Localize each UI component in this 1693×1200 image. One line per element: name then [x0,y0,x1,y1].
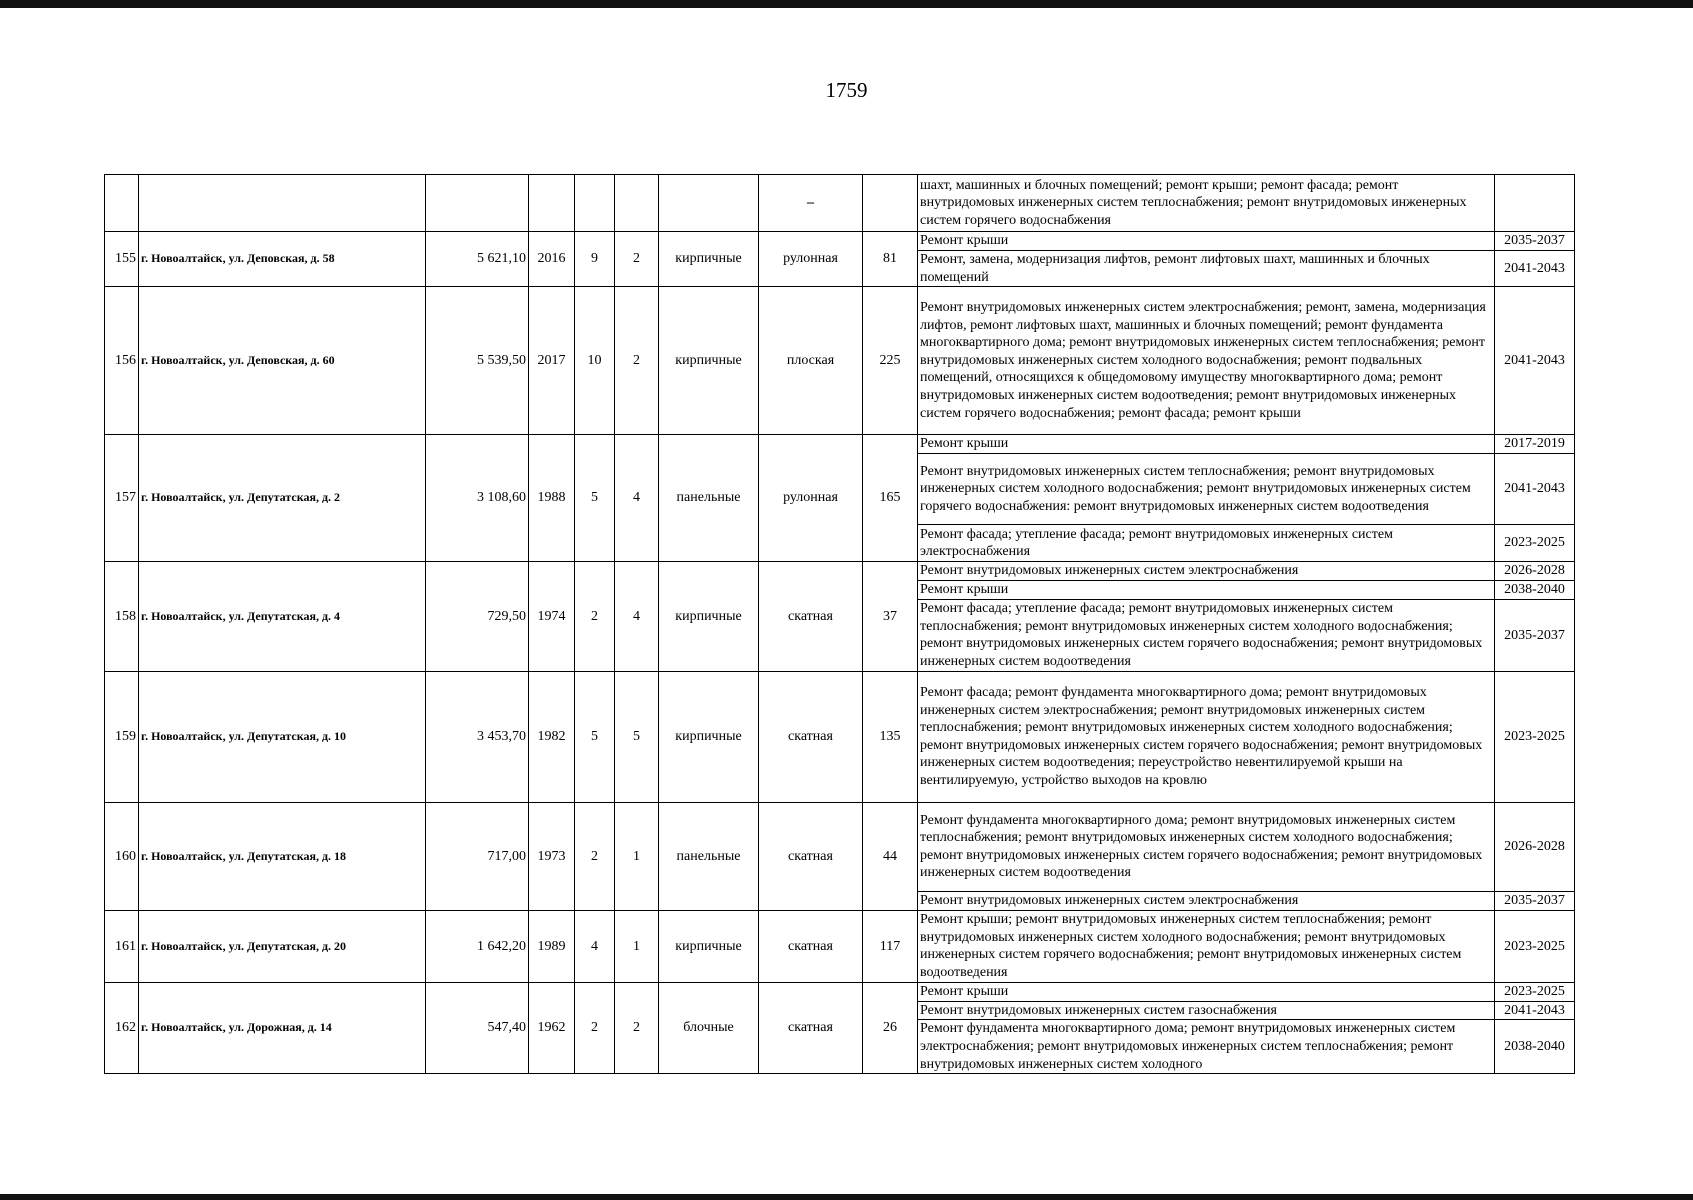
work-period: 2026-2028 [1495,802,1575,891]
entrances-count: 1 [615,802,659,910]
building-address: г. Новоалтайск, ул. Деповская, д. 58 [139,232,426,287]
dash-mark: – [759,175,863,232]
work-period: 2023-2025 [1495,525,1575,562]
work-period: 2017-2019 [1495,435,1575,454]
wall-material: кирпичные [659,232,759,287]
work-description: Ремонт крыши [918,581,1495,600]
wall-material: панельные [659,435,759,562]
roof-type: скатная [759,910,863,982]
scan-top-edge [0,0,1693,8]
row-number: 160 [105,802,139,910]
table-row [105,175,1575,232]
total-area: 5 621,10 [426,232,529,287]
building-address: г. Новоалтайск, ул. Дорожная, д. 14 [139,982,426,1074]
row-number: 159 [105,671,139,802]
commissioning-year: 1973 [529,802,575,910]
total-area: 3 453,70 [426,671,529,802]
wall-material: кирпичные [659,910,759,982]
page-number: 1759 [825,78,868,102]
building-address: г. Новоалтайск, ул. Депутатская, д. 10 [139,671,426,802]
residents-count: 165 [863,435,918,562]
building-address: г. Новоалтайск, ул. Депутатская, д. 2 [139,435,426,562]
roof-type: рулонная [759,435,863,562]
roof-type: скатная [759,802,863,910]
floors-count: 9 [575,232,615,287]
commissioning-year: 1974 [529,562,575,672]
work-period: 2041-2043 [1495,251,1575,287]
repair-program-table [104,174,1575,1074]
work-description: Ремонт, замена, модернизация лифтов, ремонт лифтовых шахт, машинных и блочных помещений [918,251,1495,287]
commissioning-year: 2016 [529,232,575,287]
commissioning-year: 1962 [529,982,575,1074]
roof-type: скатная [759,982,863,1074]
entrances-count: 1 [615,910,659,982]
table-body [105,175,1575,1074]
building-address: г. Новоалтайск, ул. Депутатская, д. 4 [139,562,426,672]
total-area: 547,40 [426,982,529,1074]
table-row [105,982,1575,1001]
table-row [105,802,1575,891]
commissioning-year: 1988 [529,435,575,562]
work-description: Ремонт внутридомовых инженерных систем электроснабжения; ремонт, замена, модернизация лифтов, ремонт лифтовых шахт, машинных и блочных помещений; ремонт фундамента многоквартирного дома; ремонт внутридомовых инженерных систем теплоснабжения; ремонт внутридомовых инженерных систем холодного водоснабжения; ремонт подвальных помещений, относящихся к общедомовому имуществу многоквартирного дома; ремонт внутридомовых инженерных систем водоотведения; ремонт внутридомовых инженерных систем горячего водоснабжения; ремонт фасада; ремонт крыши [918,287,1495,435]
total-area: 3 108,60 [426,435,529,562]
work-description: Ремонт фундамента многоквартирного дома; ремонт внутридомовых инженерных систем электроснабжения; ремонт внутридомовых инженерных систем теплоснабжения; ремонт внутридомовых инженерных систем холодного [918,1020,1495,1074]
table-row [105,910,1575,982]
roof-type: скатная [759,562,863,672]
residents-count: 225 [863,287,918,435]
work-period: 2041-2043 [1495,454,1575,525]
residents-count: 26 [863,982,918,1074]
entrances-count: 4 [615,562,659,672]
table-row [105,287,1575,435]
building-address: г. Новоалтайск, ул. Деповская, д. 60 [139,287,426,435]
row-number: 156 [105,287,139,435]
wall-material: кирпичные [659,287,759,435]
work-period: 2038-2040 [1495,581,1575,600]
total-area: 729,50 [426,562,529,672]
row-number: 162 [105,982,139,1074]
work-description: Ремонт крыши [918,232,1495,251]
work-description: Ремонт фасада; утепление фасада; ремонт внутридомовых инженерных систем электроснабжения [918,525,1495,562]
floors-count: 2 [575,982,615,1074]
residents-count: 37 [863,562,918,672]
total-area: 717,00 [426,802,529,910]
floors-count: 10 [575,287,615,435]
residents-count: 81 [863,232,918,287]
building-address: г. Новоалтайск, ул. Депутатская, д. 20 [139,910,426,982]
work-description: Ремонт фасада; утепление фасада; ремонт внутридомовых инженерных систем теплоснабжения; ремонт внутридомовых инженерных систем холодного водоснабжения; ремонт внутридомовых инженерных систем горячего водоснабжения; ремонт внутридомовых инженерных систем водоотведения [918,599,1495,671]
floors-count: 5 [575,671,615,802]
wall-material: кирпичные [659,671,759,802]
work-description: Ремонт крыши; ремонт внутридомовых инженерных систем теплоснабжения; ремонт внутридомовых инженерных систем холодного водоснабжения; ремонт внутридомовых инженерных систем горячего водоснабжения; ремонт внутридомовых инженерных систем водоотведения [918,910,1495,982]
entrances-count: 5 [615,671,659,802]
work-period: 2023-2025 [1495,671,1575,802]
scan-bottom-edge [0,1194,1693,1200]
work-period: 2026-2028 [1495,562,1575,581]
roof-type: скатная [759,671,863,802]
commissioning-year: 2017 [529,287,575,435]
work-period: 2023-2025 [1495,910,1575,982]
total-area: 1 642,20 [426,910,529,982]
commissioning-year: 1989 [529,910,575,982]
table-row [105,435,1575,454]
total-area: 5 539,50 [426,287,529,435]
work-description: шахт, машинных и блочных помещений; ремонт крыши; ремонт фасада; ремонт внутридомовых инженерных систем теплоснабжения; ремонт внутридомовых инженерных систем горячего водоснабжения [918,175,1495,232]
work-description: Ремонт крыши [918,435,1495,454]
floors-count: 2 [575,562,615,672]
work-description: Ремонт фундамента многоквартирного дома; ремонт внутридомовых инженерных систем теплоснабжения; ремонт внутридомовых инженерных систем холодного водоснабжения; ремонт внутридомовых инженерных систем горячего водоснабжения; ремонт внутридомовых инженерных систем водоотведения [918,802,1495,891]
entrances-count: 2 [615,982,659,1074]
wall-material: панельные [659,802,759,910]
row-number: 161 [105,910,139,982]
table-row [105,671,1575,802]
work-period: 2041-2043 [1495,287,1575,435]
roof-type: рулонная [759,232,863,287]
work-description: Ремонт крыши [918,982,1495,1001]
entrances-count: 2 [615,232,659,287]
wall-material: блочные [659,982,759,1074]
work-period: 2035-2037 [1495,891,1575,910]
work-period: 2038-2040 [1495,1020,1575,1074]
residents-count: 44 [863,802,918,910]
roof-type: плоская [759,287,863,435]
work-period: 2041-2043 [1495,1001,1575,1020]
floors-count: 4 [575,910,615,982]
commissioning-year: 1982 [529,671,575,802]
work-period: 2023-2025 [1495,982,1575,1001]
residents-count: 117 [863,910,918,982]
entrances-count: 2 [615,287,659,435]
work-description: Ремонт внутридомовых инженерных систем электроснабжения [918,891,1495,910]
work-description: Ремонт внутридомовых инженерных систем газоснабжения [918,1001,1495,1020]
work-description: Ремонт фасада; ремонт фундамента многоквартирного дома; ремонт внутридомовых инженерных систем электроснабжения; ремонт внутридомовых инженерных систем теплоснабжения; ремонт внутридомовых инженерных систем холодного водоснабжения; ремонт внутридомовых инженерных систем горячего водоснабжения; ремонт внутридомовых инженерных систем водоотведения; переустройство невентилируемой крыши на вентилируемую, устройство выходов на кровлю [918,671,1495,802]
work-description: Ремонт внутридомовых инженерных систем теплоснабжения; ремонт внутридомовых инженерных систем холодного водоснабжения; ремонт внутридомовых инженерных систем горячего водоснабжения: ремонт внутридомовых инженерных систем водоотведения [918,454,1495,525]
wall-material: кирпичные [659,562,759,672]
row-number: 157 [105,435,139,562]
residents-count: 135 [863,671,918,802]
row-number: 158 [105,562,139,672]
floors-count: 2 [575,802,615,910]
entrances-count: 4 [615,435,659,562]
building-address: г. Новоалтайск, ул. Депутатская, д. 18 [139,802,426,910]
work-description: Ремонт внутридомовых инженерных систем электроснабжения [918,562,1495,581]
floors-count: 5 [575,435,615,562]
work-period: 2035-2037 [1495,232,1575,251]
table-row [105,232,1575,251]
row-number: 155 [105,232,139,287]
table-row [105,562,1575,581]
work-period: 2035-2037 [1495,599,1575,671]
